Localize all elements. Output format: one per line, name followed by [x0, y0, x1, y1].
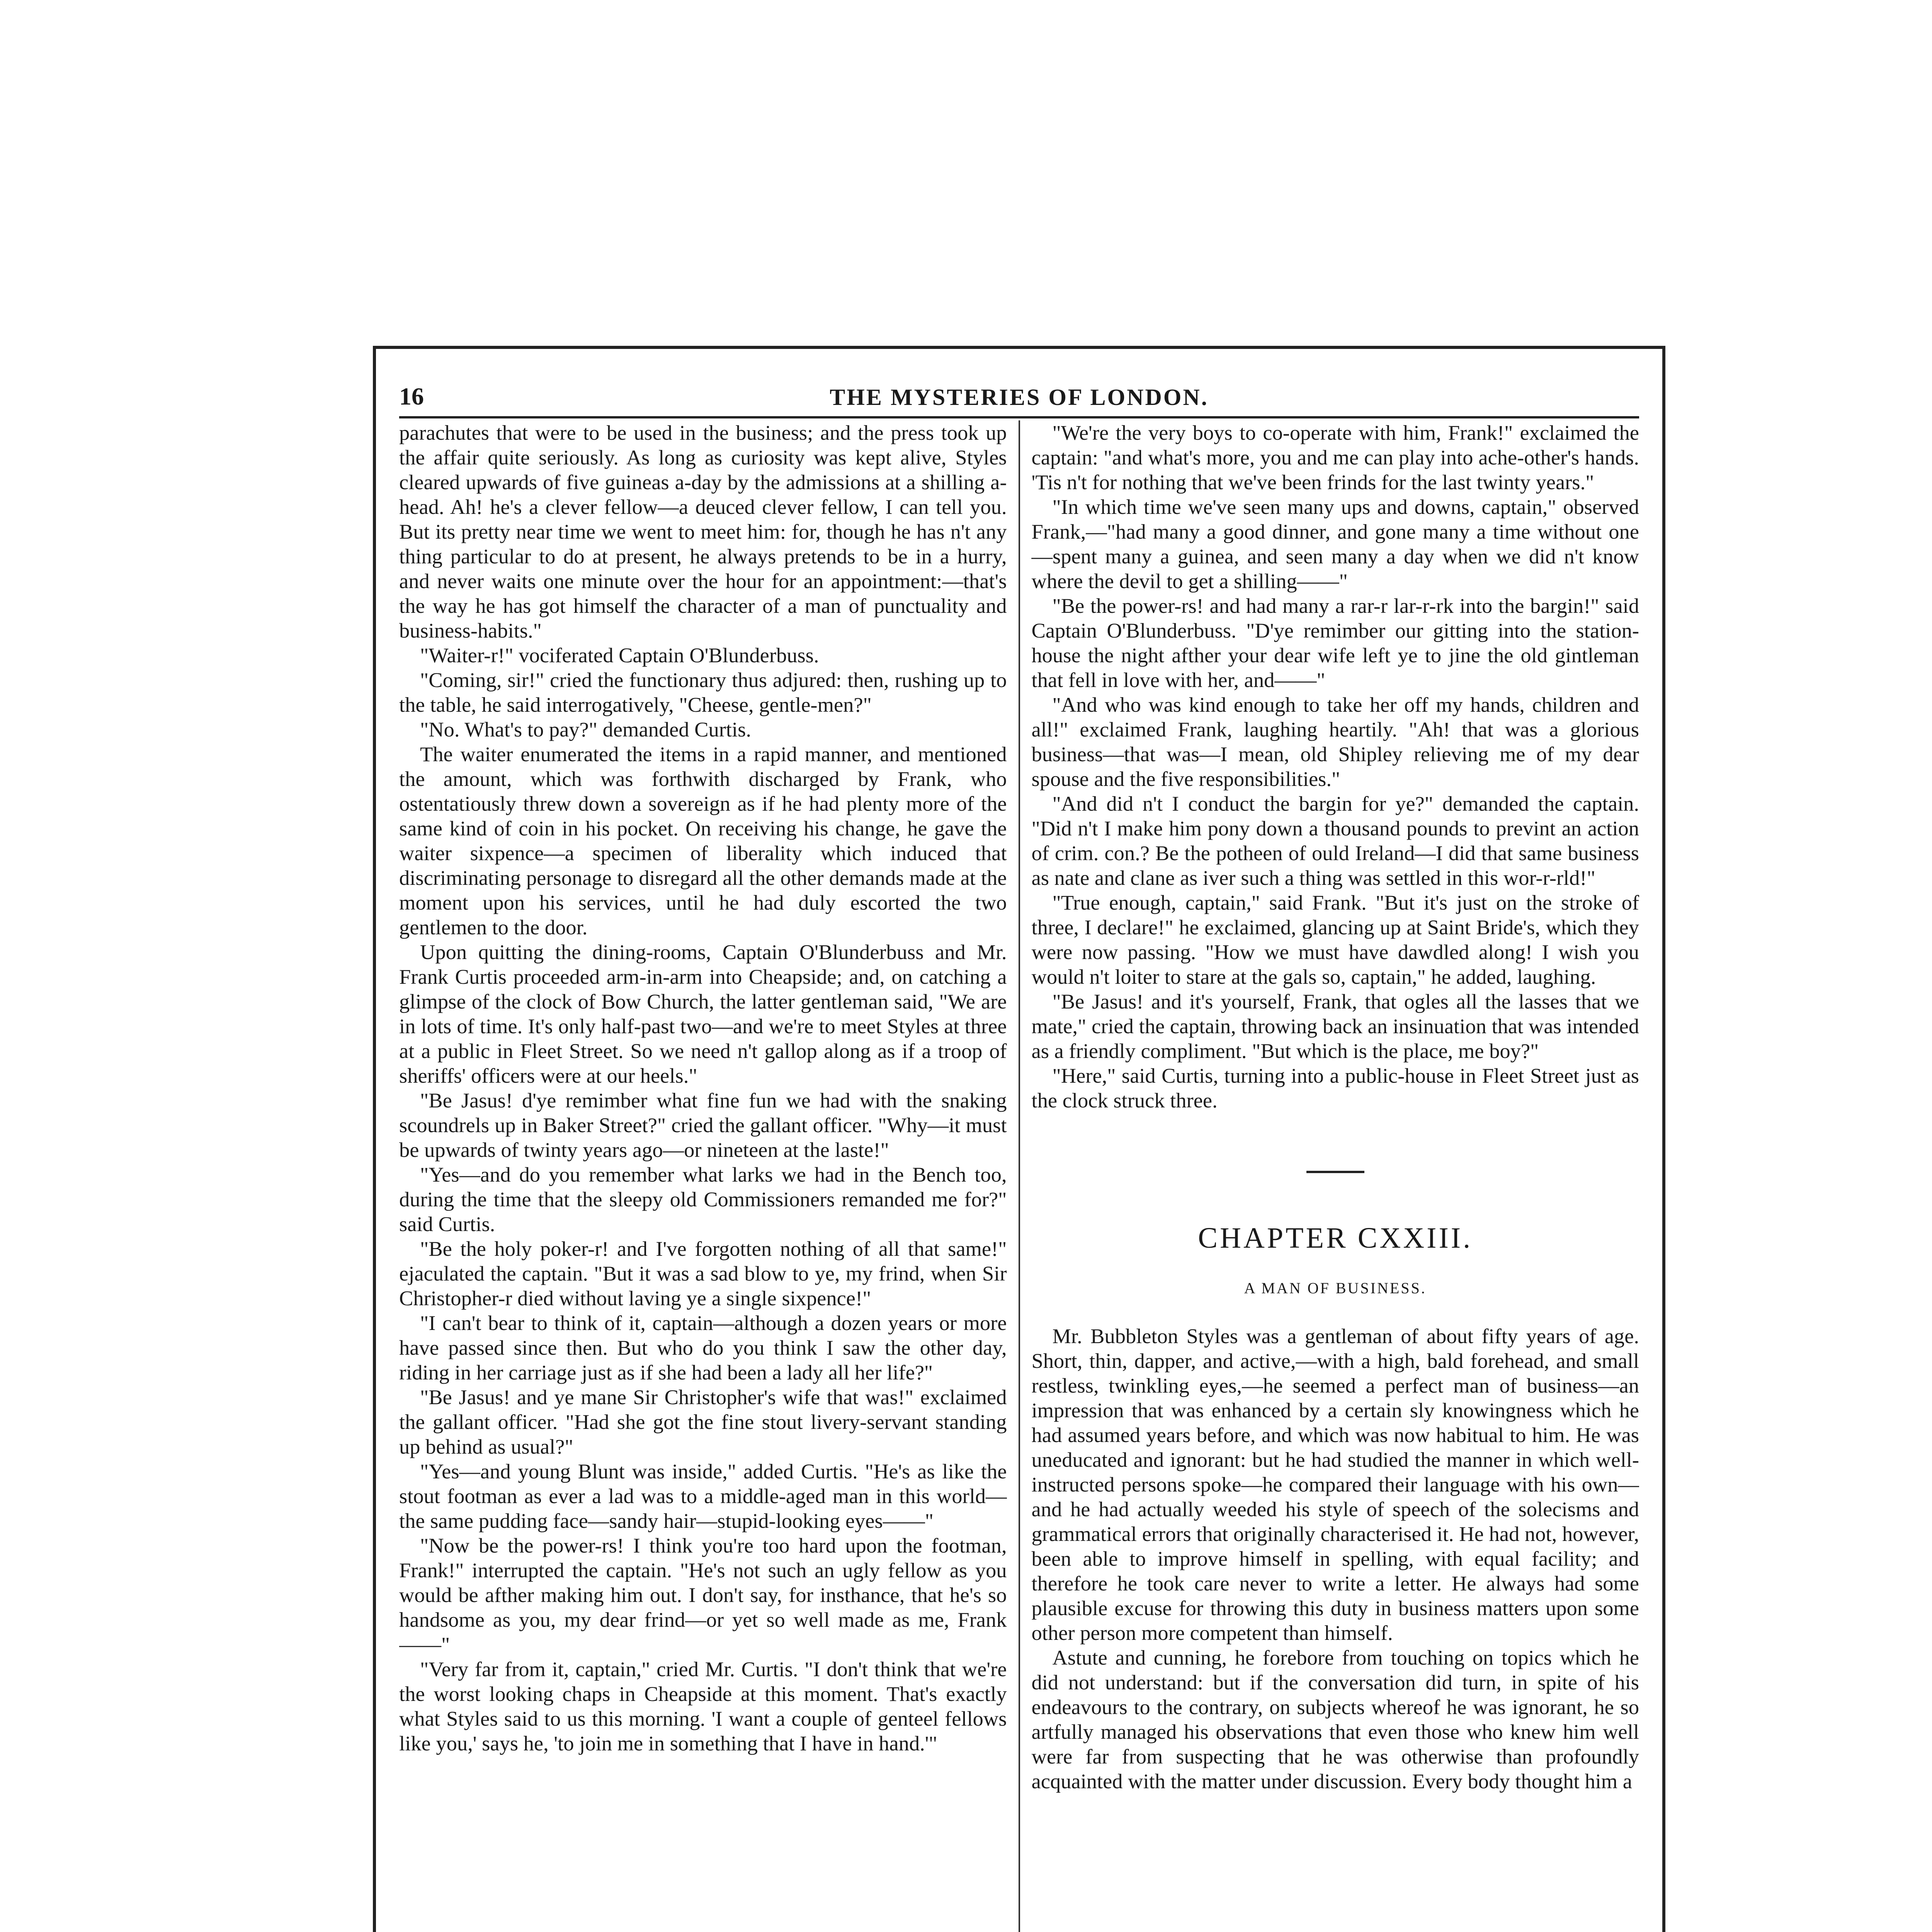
book-page	[373, 346, 1665, 1932]
paragraph: "Very far from it, captain," cried Mr. Curtis. "I don't think that we're the worst looking chaps in Cheapside at this moment. That's exactly what Styles said to us this morning. 'I want a couple of genteel fellows like you,' says he, 'to join me in something that I have in hand.'"	[399, 1657, 1007, 1755]
paragraph: "Be the power-rs! and had many a rar-r lar-r-rk into the bargin!" said Captain O'Blunderbuss. "D'ye remimber our gitting into the station-house the night afther your dear wife left ye to jine the old gintleman that fell in love with her, and——"	[1031, 594, 1639, 692]
paragraph: Astute and cunning, he forebore from touching on topics which he did not understand: but if the conversation did turn, in spite of his endeavours to the contrary, on subjects whereof he was ignorant, he so artfully managed his observations that even those who knew him well were far from suspecting that he was otherwise than profoundly acquainted with the matter under discussion. Every body thought him a	[1031, 1646, 1639, 1793]
paragraph: "Be Jasus! and ye mane Sir Christopher's wife that was!" exclaimed the gallant officer. "Had she got the fine stout livery-servant standing up behind as usual?"	[399, 1385, 1007, 1458]
page-number: 16	[399, 383, 424, 410]
paragraph: "No. What's to pay?" demanded Curtis.	[420, 718, 752, 741]
paragraph: "In which time we've seen many ups and downs, captain," observed Frank,—"had many a good dinner, and gone many a time without one—spent many a guinea, and seen many a day when we did n't know where the devil to get a shilling——"	[1031, 495, 1639, 593]
paragraph: "True enough, captain," said Frank. "But it's just on the stroke of three, I declare!" he exclaimed, glancing up at Saint Bride's, which they were now passing. "How we must have dawdled along! I wish you would n't loiter to stare at the gals so, captain," he added, laughing.	[1031, 891, 1639, 988]
paragraph: Upon quitting the dining-rooms, Captain O'Blunderbuss and Mr. Frank Curtis proceeded arm-in-arm into Cheapside; and, on catching a glimpse of the clock of Bow Church, the latter gentleman said, "We are in lots of time. It's only half-past two—and we're to meet Styles at three at a public in Fleet Street. So we need n't gallop along as if a troop of sheriffs' officers were at our heels."	[399, 940, 1007, 1087]
paragraph: "Be Jasus! d'ye remimber what fine fun we had with the snaking scoundrels up in Baker Street?" cried the gallant officer. "Why—it must be upwards of twinty years ago—or nineteen at the laste!"	[399, 1088, 1007, 1162]
paragraph: "Here," said Curtis, turning into a public-house in Fleet Street just as the clock struck three.	[1031, 1064, 1639, 1112]
paragraph: Mr. Bubbleton Styles was a gentleman of about fifty years of age. Short, thin, dapper, and active,—with a high, bald forehead, and small restless, twinkling eyes,—he seemed a perfect man of business—an impression that was enhanced by a certain sly knowingness which he had assumed years before, and which was now habitual to him. He was uneducated and ignorant: but he had studied the manner in which well-instructed persons spoke—he compared their language with his own—and he had actually weeded his style of speech of the solecisms and grammatical errors that originally characterised it. He had not, however, been able to improve himself in spelling, with equal facility; and therefore he took care never to write a letter. He always had some plausible excuse for throwing this duty in business matters upon some other person more competent than himself.	[1031, 1324, 1639, 1645]
paragraph: "Now be the power-rs! I think you're too hard upon the footman, Frank!" interrupted the captain. "He's not such an ugly fellow as you would be afther making him out. I don't say, for insthance, that he's so handsome as you, my dear frind—or yet so well made as me, Frank——"	[399, 1534, 1007, 1656]
right-column	[1020, 420, 1639, 1932]
section-divider	[1306, 1171, 1364, 1173]
paragraph: "Coming, sir!" cried the functionary thus adjured: then, rushing up to the table, he said interrogatively, "Cheese, gentle-men?"	[399, 668, 1007, 716]
paragraph: "And did n't I conduct the bargin for ye?" demanded the captain. "Did n't I make him pony down a thousand pounds to prevint an action of crim. con.? Be the potheen of ould Ireland—I did that same business as nate and clane as iver such a thing was settled in this wor-r-rld!"	[1031, 792, 1639, 889]
paragraph: "I can't bear to think of it, captain—although a dozen years or more have passed since then. But who do you think I saw the other day, riding in her carriage just as if she had been a lady all her life?"	[399, 1311, 1007, 1384]
paragraph: The waiter enumerated the items in a rapid manner, and mentioned the amount, which was forthwith discharged by Frank, who ostentatiously threw down a sovereign as if he had plenty more of the same kind of coin in his pocket. On receiving his change, he gave the waiter sixpence—a specimen of liberality which induced that discriminating personage to disregard all the other demands made at the moment upon his services, until he had duly escorted the two gentlemen to the door.	[399, 742, 1007, 939]
paragraph: "We're the very boys to co-operate with him, Frank!" exclaimed the captain: "and what's more, you and me can play into ache-other's hands. 'Tis n't for nothing that we've been frinds for the last twinty years."	[1031, 421, 1639, 494]
left-column	[399, 420, 1020, 1932]
chapter-subtitle: A MAN OF BUSINESS.	[1244, 1279, 1427, 1297]
paragraph: "Waiter-r!" vociferated Captain O'Blunderbuss.	[420, 643, 819, 667]
running-title: THE MYSTERIES OF LONDON.	[830, 384, 1209, 410]
paragraph: "Yes—and do you remember what larks we had in the Bench too, during the time that the sleepy old Commissioners remanded me for?" said Curtis.	[399, 1163, 1007, 1236]
paragraph: "And who was kind enough to take her off my hands, children and all!" exclaimed Frank, laughing heartily. "Ah! that was a glorious business—that was—I mean, old Shipley relieving me of my dear spouse and the five responsibilities."	[1031, 693, 1639, 791]
paragraph: "Yes—and young Blunt was inside," added Curtis. "He's as like the stout footman as ever a lad was to a middle-aged man in this world—the same pudding face—sandy hair—stupid-looking eyes——"	[399, 1459, 1007, 1532]
chapter-title: CHAPTER CXXIII.	[1198, 1222, 1473, 1254]
page-header	[399, 368, 1639, 418]
paragraph: "Be Jasus! and it's yourself, Frank, that ogles all the lasses that we mate," cried the captain, throwing back an insinuation that was intended as a friendly compliment. "But which is the place, me boy?"	[1031, 990, 1639, 1063]
paragraph: parachutes that were to be used in the business; and the press took up the affair quite seriously. As long as curiosity was kept alive, Styles cleared upwards of five guineas a-day by the admissions at a shilling a-head. Ah! he's a clever fellow—a deuced clever fellow, I can tell you. But its pretty near time we went to meet him: for, though he has n't any thing particular to do at present, he always pretends to be in a hurry, and never waits one minute over the hour for an appointment:—that's the way he has got himself the character of a man of punctuality and business-habits."	[399, 421, 1007, 642]
paragraph: "Be the holy poker-r! and I've forgotten nothing of all that same!" ejaculated the captain. "But it was a sad blow to ye, my frind, when Sir Christopher-r died without laving ye a single sixpence!"	[399, 1237, 1007, 1310]
text-columns	[399, 420, 1639, 1932]
